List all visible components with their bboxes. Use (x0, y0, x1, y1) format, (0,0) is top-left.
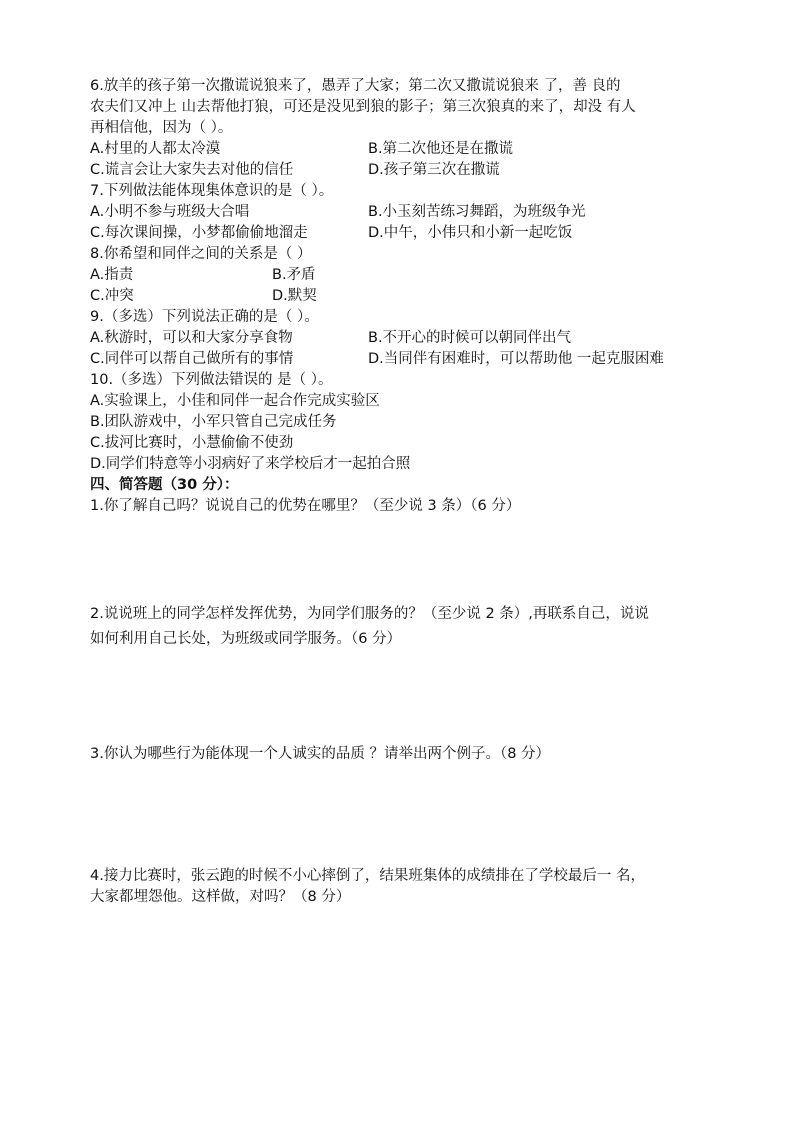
q8-option-b: B.矛盾 (272, 267, 316, 283)
q6-stem-line-2: 农夫们又冲上 山去帮他打狼，可还是没见到狼的影子；第三次狼真的来了，却没 有人 (90, 99, 636, 115)
q7-option-c: C.每次课间操，小梦都偷偷地溜走 (90, 225, 308, 241)
q6-stem-line-1: 6.放羊的孩子第一次撒谎说狼来了，愚弄了大家；第二次又撒谎说狼来 了，善 良的 (90, 78, 621, 94)
short-answer-2-line-1: 2.说说班上的同学怎样发挥优势，为同学们服务的？（至少说 2 条）,再联系自己，说说 (90, 606, 649, 622)
q9-option-c: C.同伴可以帮自己做所有的事情 (90, 351, 294, 367)
q7-option-a: A.小明不参与班级大合唱 (90, 204, 250, 220)
q7-stem: 7.下列做法能体现集体意识的是（ ）。 (90, 183, 334, 199)
short-answer-1: 1.你了解自己吗？说说自己的优势在哪里？（至少说 3 条）（6 分） (90, 498, 521, 514)
q7-option-d: D.中午，小伟只和小新一起吃饭 (368, 225, 573, 241)
q8-option-d: D.默契 (272, 288, 317, 304)
q8-stem: 8.你希望和同伴之间的关系是（ ） (90, 246, 312, 262)
q6-option-a: A.村里的人都太冷漠 (90, 141, 221, 157)
short-answer-2-line-2: 如何利用自己长处，为班级或同学服务。（6 分） (90, 631, 402, 647)
q6-option-d: D.孩子第三次在撒谎 (368, 162, 500, 178)
q10-stem: 10.（多选）下列做法错误的 是（ ）。 (90, 372, 333, 388)
q9-stem: 9.（多选）下列说法正确的是（ ）。 (90, 309, 319, 325)
q10-option-a: A.实验课上，小佳和同伴一起合作完成实验区 (90, 393, 380, 409)
short-answer-3: 3.你认为哪些行为能体现一个人诚实的品质 ？请举出两个例子。（8 分） (90, 746, 551, 762)
q7-option-b: B.小玉刻苦练习舞蹈，为班级争光 (368, 204, 586, 220)
q8-option-a: A.指责 (90, 267, 134, 283)
q6-option-b: B.第二次他还是在撒谎 (368, 141, 514, 157)
q6-option-c: C.谎言会让大家失去对他的信任 (90, 162, 294, 178)
section-4-heading: 四、简答题（30 分）： (90, 477, 239, 493)
short-answer-4-line-2: 大家都埋怨他。这样做，对吗？（8 分） (90, 889, 351, 905)
q9-option-a: A.秋游时，可以和大家分享食物 (90, 330, 293, 346)
q10-option-d: D.同学们特意等小羽病好了来学校后才一起拍合照 (90, 456, 411, 472)
q10-option-b: B.团队游戏中，小军只管自己完成任务 (90, 414, 337, 430)
q8-option-c: C.冲突 (90, 288, 134, 304)
q9-option-d: D.当同伴有困难时，可以帮助他 一起克服困难 (368, 351, 664, 367)
q9-option-b: B.不开心的时候可以朝同伴出气 (368, 330, 572, 346)
q6-stem-line-3: 再相信他，因为（ ）。 (90, 120, 233, 136)
short-answer-4-line-1: 4.接力比赛时，张云跑的时候不小心摔倒了，结果班集体的成绩排在了学校最后一 名， (90, 868, 645, 884)
q10-option-c: C.拔河比赛时，小慧偷偷不使劲 (90, 435, 294, 451)
